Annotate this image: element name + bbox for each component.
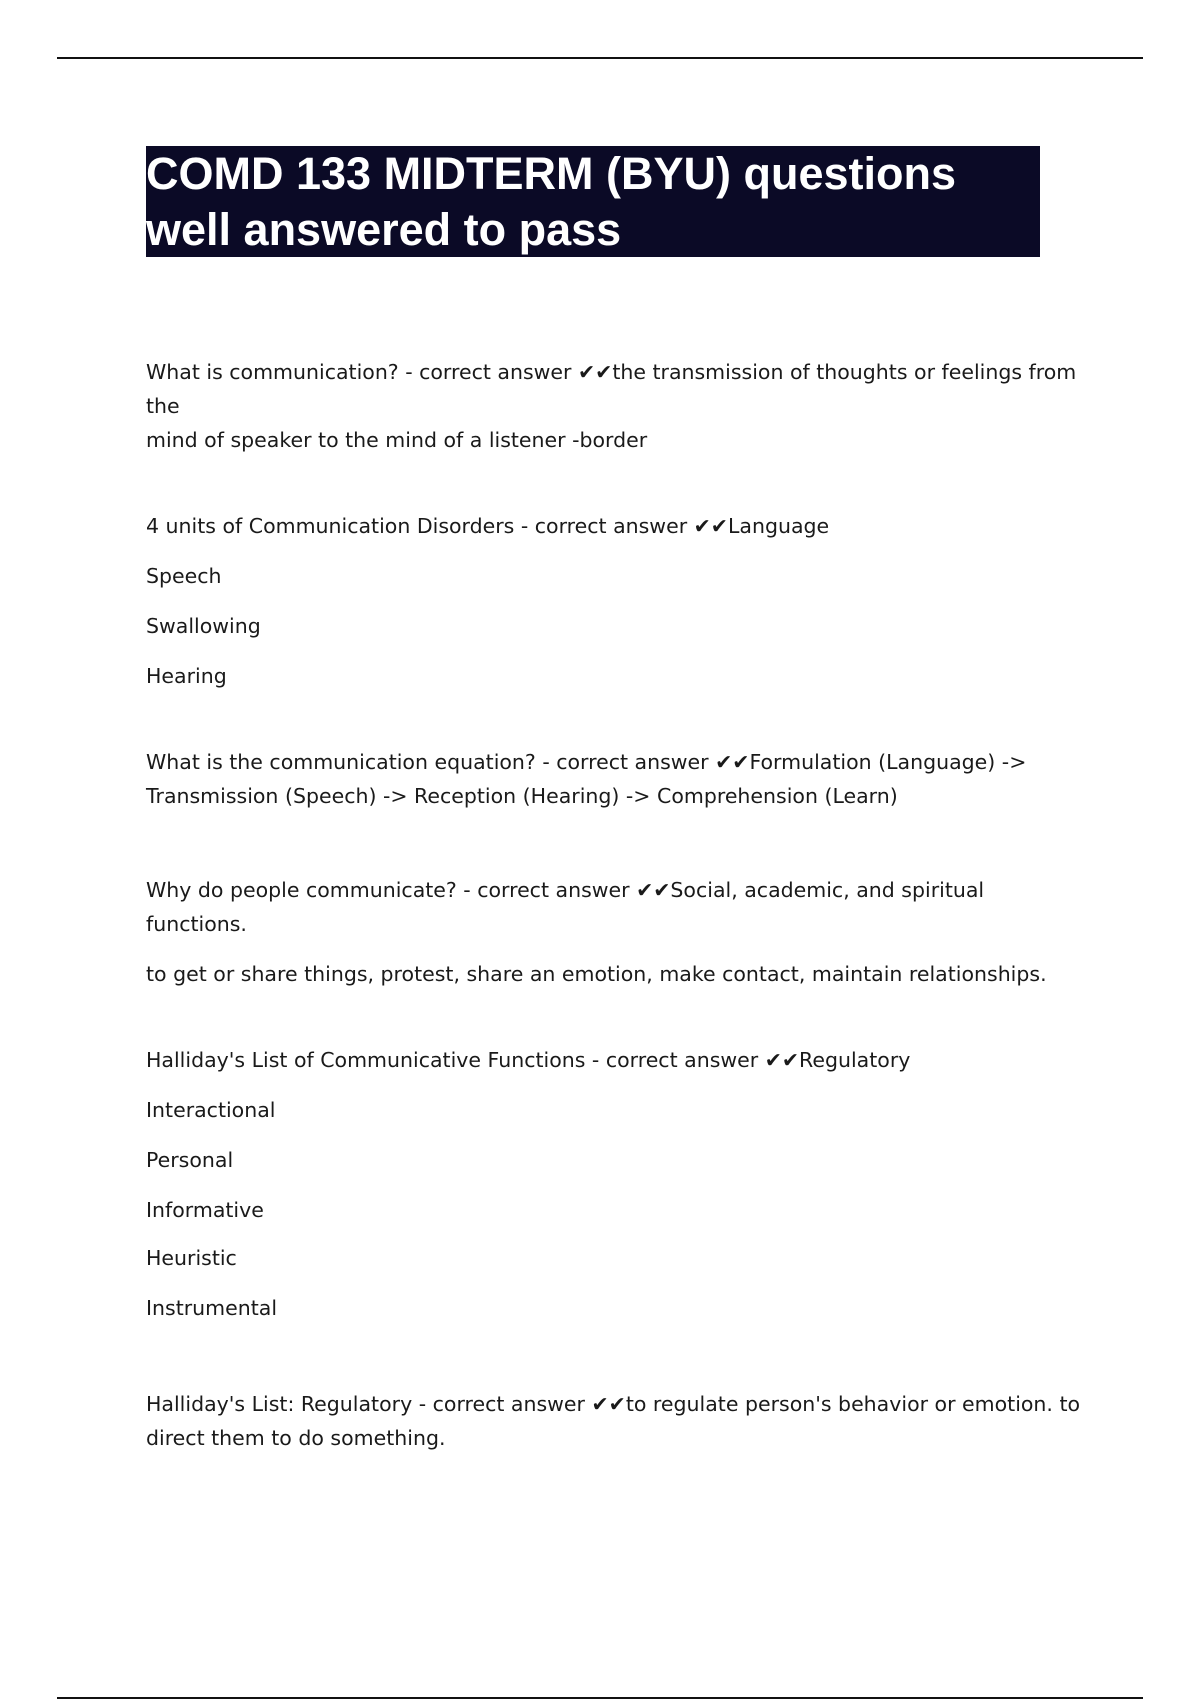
title-line-1: COMD 133 MIDTERM (BYU) questions [146,148,957,199]
qa-item-equation [146,745,1086,813]
qa-line: Halliday's List of Communicative Functions - correct answer ✔✔Regulatory [146,1048,911,1072]
title-line-2: well answered to pass [146,204,622,255]
qa-subitem: Hearing [146,664,227,688]
qa-line: What is communication? - correct answer ✔✔the transmission of thoughts or feelings from the [146,360,1077,418]
qa-line: Halliday's List: Regulatory - correct answer ✔✔to regulate person's behavior or emotion. to [146,1392,1081,1416]
qa-item-regulatory [146,1387,1086,1455]
qa-line: What is the communication equation? - correct answer ✔✔Formulation (Language) -> [146,750,1027,774]
qa-subitem: Informative [146,1198,264,1222]
qa-line: Why do people communicate? - correct answer ✔✔Social, academic, and spiritual functions. [146,878,985,936]
header-rule [57,57,1143,59]
qa-item-why [146,873,1086,991]
qa-subitem: Interactional [146,1098,276,1122]
qa-item-units [146,509,1086,693]
qa-line: Transmission (Speech) -> Reception (Hearing) -> Comprehension (Learn) [146,784,898,808]
qa-subitem: Speech [146,564,222,588]
qa-subitem: Heuristic [146,1246,237,1270]
qa-item-halliday-functions [146,1043,1086,1325]
footer-rule [57,1697,1143,1699]
document-title [146,146,1040,257]
qa-line: direct them to do something. [146,1426,446,1450]
qa-item-communication [146,355,1086,457]
qa-subitem: Personal [146,1148,234,1172]
qa-subitem: Swallowing [146,614,261,638]
qa-subitem: to get or share things, protest, share an emotion, make contact, maintain relationships. [146,962,1047,986]
qa-subitem: Instrumental [146,1296,278,1320]
qa-line: mind of speaker to the mind of a listener -border [146,428,648,452]
document-body [146,355,1086,1517]
qa-line: 4 units of Communication Disorders - correct answer ✔✔Language [146,514,830,538]
